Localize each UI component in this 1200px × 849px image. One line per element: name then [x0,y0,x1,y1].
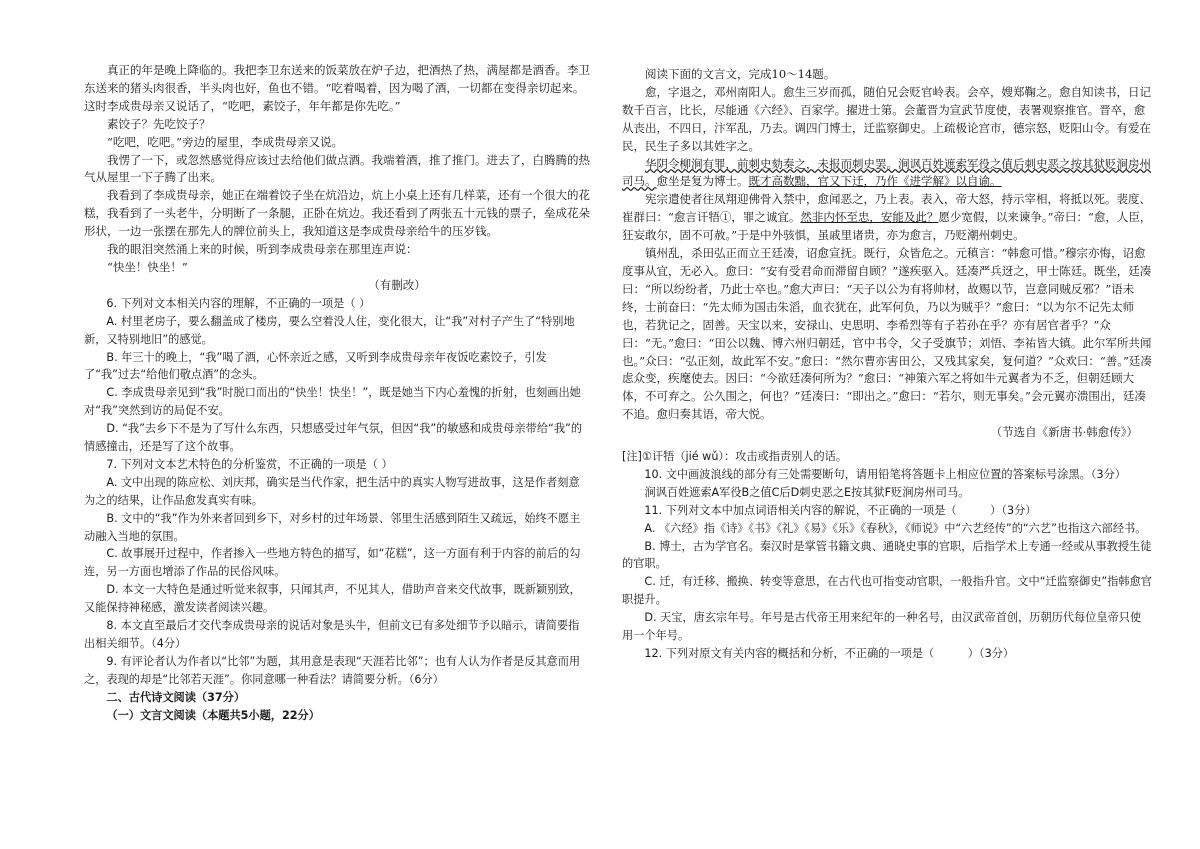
story-paragraph: 真正的年是晚上降临的。我把李卫东送来的饭菜放在炉子边，把酒热了热，满屋都是酒香。李卫东送来的猪头肉很香，半头肉也好，鱼也不错。“吃着喝着，因为喝了酒，一切都在变得亲切起来。这时李成贵母亲又说话了，“吃吧，素饺子，年年都是你先吃。” [84,63,590,113]
question-11-stem: 11. 下列对文本中加点词语相关内容的解说，不正确的一项是（ ）（3分） [644,503,1037,517]
story-paragraph: 我的眼泪突然涌上来的时候，听到李成贵母亲在那里连声说： [107,242,418,257]
classical-paragraph [622,191,1152,245]
question-7-option-d: D. 本文一大特色是通过听觉来叙事，只闻其声，不见其人，借助声音来交代故事，既新颖别致，又能保持神秘感，激发读者阅读兴趣。 [84,583,581,615]
question-8: 8. 本文直至最后才交代李成贵母亲的说话对象是头牛，但前文已有多处细节予以暗示，请简要指出相关细节。（4分） [84,619,580,650]
question-7-option-b: B. 文中的“我”作为外来者回到乡下，对乡村的过年场景、邻里生活感到陌生又疏远，始终不愿主动融入当地的氛围。 [84,511,581,543]
story-paragraph: “吃吧，吃吧。”旁边的屋里，李成贵母亲又说。 [107,134,344,149]
classical-paragraph: 愈，字退之，邓州南阳人。愈生三岁而孤，随伯兄会贬官岭表。会卒，嫂郑鞠之。愈自知读书，日记数千百言，比长，尽能通《六经》、百家学。擢进士第。会董晋为宣武节度使，表署观察推官。晋卒，愈从丧出，不四日，汴军乱，乃去。调四门博士，迁监察御史。上疏极论宫市，德宗怒，贬阳山令。有爱在民，民生子多以其姓字之。 [622,84,1151,153]
question-7-stem: 7. 下列对文本艺术特色的分析鉴赏，不正确的一项是（ ） [106,457,393,471]
question-12-stem: 12. 下列对原文有关内容的概括和分析，不正确的一项是（ ）（3分） [644,647,1015,660]
annotation-note: [注]①讦牾（jié wǔ）：攻击或指责别人的话。 [622,450,848,464]
story-source: （有删改） [368,277,426,292]
question-11-option-d: D. 天宝，唐玄宗年号。年号是古代帝王用来纪年的一种名号，由汉武帝首创，历朝历代每位皇帝只使用一个年号。 [622,611,1142,643]
right-column [622,66,1152,663]
question-9: 9. 有评论者认为作者以“比邻”为题，其用意是表现“天涯若比邻”；也有人认为作者是反其意而用之，表现的却是“比邻若天涯”。你同意哪一种看法？请简要分析。（6分） [84,654,581,686]
section-subheading-classical-chinese: （一）文言文阅读（本题共5小题，22分） [106,708,320,722]
story-paragraph: 素饺子？先吃饺子？ [107,116,211,131]
reading-intro: 阅读下面的文言文，完成10～14题。 [645,67,836,81]
story-paragraph: 我看到了李成贵母亲，她正在端着饺子坐在炕沿边，炕上小桌上还有几样菜，还有一个很大的花糕，我看到了一头老牛，分明断了一条腿，正卧在炕边。我还看到了两张五十元钱的票子，垒成花朵形状，一边一张摆在那先人的牌位前头上，我知道这是李成贵母亲给牛的压岁钱。 [84,188,590,239]
question-11-option-c: C. 迁，有迁移、搬换、转变等意思，在古代也可指变动官职，一般指升官。文中“迁监察御史”指韩愈官职提升。 [622,575,1152,607]
underlined-text: 然非内怀至忠，安能及此？ [800,210,939,225]
question-7-option-a: A. 文中出现的陈应松、刘庆邦，确实是当代作家，把生活中的真实人物写进故事，这是作者刻意为之的结果，让作品愈发真实有味。 [84,475,580,507]
underlined-text: 既才高数黜，官又下迁，乃作《进学解》以自谕。 [748,174,1002,189]
story-paragraph: 我愣了一下，或忽然感觉得应该过去给他们做点酒。我端着酒，推了推门。进去了，白腾腾的热气从屋里一下子腾了出来。 [84,152,590,185]
question-6-option-a: A. 村里老房子，要么翻盖成了楼房，要么空着没人住，变化很大，让“我”对村子产生了“特别地新，又特别地旧”的感觉。 [84,314,575,346]
paragraph-text: 宪宗遣使者往凤翔迎佛骨入禁中，愈闻恶之，乃上表。表入，帝大怒，持示宰相，将抵以死。裴度、崔群曰：“愈言讦牾①，罪之诚宜。 [622,192,1151,225]
paragraph-text: 愈坐是复为博士。 [656,174,749,189]
question-6-option-c: C. 李成贵母亲见到“我”时脱口而出的“快坐！快坐！”，既是她当下内心羞愧的折射，也刻画出她对“我”突然到访的局促不安。 [84,386,581,418]
question-11-option-a: A. 《六经》指《诗》《书》《礼》《易》《乐》《春秋》，《师说》中“六艺经传”的“六艺”也指这六部经书。 [644,521,1147,535]
question-7-option-c: C. 故事展开过程中，作者掺入一些地方特色的描写，如“花糕”，这一方面有利于内容的前后的勾连，另一方面也增添了作品的民俗风味。 [84,547,581,579]
paragraph-text: 愿少宽假，以来谏争。”帝曰：“愈，人臣，狂妄敢尔，固不可赦。”于是中外骇惧，虽戚里诸贵，亦为愈言，乃贬潮州刺史。 [622,210,1152,243]
classical-paragraph: 镇州乱，杀田弘正而立王廷凑，诏愈宣抚。既行，众皆危之。元稹言：“韩愈可惜。”穆宗亦悔，诏愈度事从宜，无必入。愈曰：“安有受君命而滞留自顾？”遂疾驱入。廷凑严兵迓之，甲士陈廷。既坐，廷凑曰：“所以纷纷者，乃此士卒也。”愈大声曰：“天子以公为有将帅材，故赐以节，岂意同贼反邪？”语未终，士前奋曰：“先太师为国击朱滔，血衣犹在，此军何负，乃以为贼乎？”愈曰：“以为尔不记先太师也，若犹记之，固善。天宝以来，安禄山、史思明、李希烈等有子若孙在乎？亦有居官者乎？”众曰：“无。”愈曰：“田公以魏、博六州归朝廷，官中书令，父子受旗节；刘悟、李祐皆大镇。此尔军所共闻也。”众曰：“弘正刻，故此军不安。”愈曰：“然尔曹亦害田公，又残其家矣，复何道？”众欢曰：“善。”廷凑虑众变，疾麾使去。因曰：“今欲廷凑何所为？”愈曰：“神策六军之将如牛元翼者为不乏，但朝廷顾大体，不可弃之。公久围之，何也？”廷凑曰：“即出之。”愈曰：“若尔，则无事矣。”会元翼亦溃围出，廷凑不追。愈归奏其语，帝大悦。 [622,246,1152,422]
left-column [84,62,590,725]
question-10: 10. 文中画波浪线的部分有三处需要断句，请用铅笔将答题卡上相应位置的答案标号涂黑。（3分） [644,467,1126,481]
section-heading-ancient-reading: 二、古代诗文阅读（37分） [106,690,246,704]
story-paragraph: “快坐！快坐！” [107,259,188,274]
classical-paragraph [622,156,1152,192]
question-11-option-b: B. 博士，古为学官名。秦汉时是掌管书籍文典、通晓史事的官职，后指学术上专通一经或从事教授生徒的官职。 [622,539,1152,571]
question-6-option-b: B. 年三十的晚上，“我”喝了酒，心怀亲近之感，又听到李成贵母亲年夜饭吃素饺子，引发了“我”过去“给他们敬点酒”的念头。 [84,350,547,382]
question-10-sentence: 涧讽百姓遮索A军役B之值C后D刺史恶之E按其狱F贬涧房州司马。 [644,485,970,499]
question-6-option-d: D. “我”去乡下不是为了写什么东西，只想感受过年气氛，但因“我”的敏感和成贵母亲带给“我”的情感撞击，还是写了这个故事。 [84,422,583,454]
question-6-stem: 6. 下列对文本相关内容的理解，不正确的一项是（ ） [106,296,371,310]
wavy-underlined-text: 华阴令柳涧有罪，前刺史劾奏之，未报而刺史罢。涧讽百姓遮索军役之值后刺史恶之按其狱贬涧房州司马。 [622,156,1151,189]
classical-source: （节选自《新唐书·韩愈传》） [990,425,1138,440]
